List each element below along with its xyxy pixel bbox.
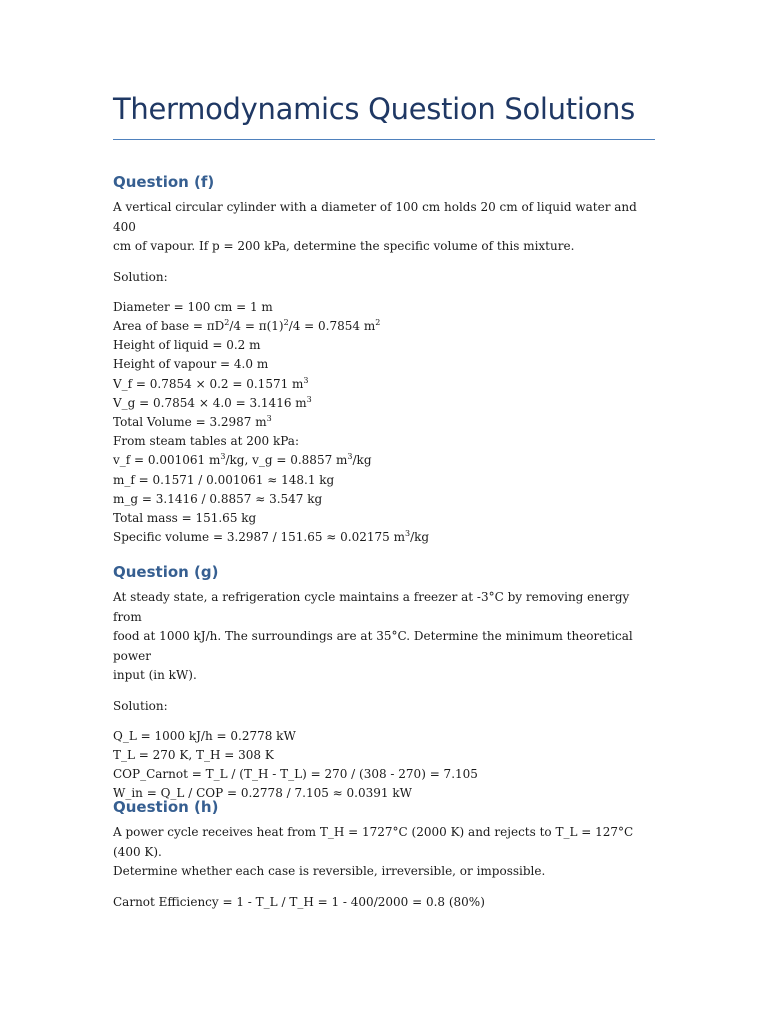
superscript: 2 — [224, 317, 230, 327]
question-g-solution-label: Solution: — [113, 698, 168, 713]
solution-step-line — [113, 746, 658, 765]
superscript: 3 — [303, 375, 309, 385]
solution-step-line — [113, 336, 658, 355]
question-h-prompt — [113, 823, 658, 882]
step-text: V_g = 0.7854 × 4.0 = 3.1416 m — [113, 395, 307, 410]
step-text: m_g = 3.1416 / 0.8857 ≈ 3.547 kg — [113, 491, 323, 506]
solution-step-line — [113, 509, 658, 528]
step-text: Area of base = πD — [113, 318, 225, 333]
step-text: Diameter = 100 cm = 1 m — [113, 299, 273, 314]
question-g-prompt-line: At steady state, a refrigeration cycle maintains a freezer at -3°C by removing energy from — [113, 590, 630, 624]
step-text: Q_L = 1000 kJ/h = 0.2778 kW — [113, 728, 296, 743]
solution-step-line — [113, 394, 658, 413]
superscript: 3 — [306, 394, 312, 404]
solution-step-line — [113, 451, 658, 470]
question-g-prompt — [113, 588, 658, 686]
question-f-steps — [113, 298, 658, 548]
step-text: Total mass = 151.65 kg — [113, 510, 257, 525]
superscript: 3 — [220, 452, 226, 462]
solution-step-line — [113, 727, 658, 746]
superscript: 2 — [283, 317, 289, 327]
step-text: COP_Carnot = T_L / (T_H - T_L) = 270 / (308 - 270) = 7.105 — [113, 767, 478, 782]
solution-step-line — [113, 528, 658, 547]
question-g-prompt-line: food at 1000 kJ/h. The surroundings are at 35°C. Determine the minimum theoretical power — [113, 629, 633, 663]
step-text: Specific volume = 3.2987 / 151.65 ≈ 0.02175 m — [113, 530, 405, 545]
document-title: Thermodynamics Question Solutions — [113, 92, 635, 126]
step-text: Carnot Efficiency = 1 - T_L / T_H = 1 - 400/2000 = 0.8 (80%) — [113, 894, 485, 909]
question-g-steps — [113, 727, 658, 804]
solution-step-line — [113, 317, 658, 336]
question-f-prompt-line: cm of vapour. If p = 200 kPa, determine the specific volume of this mixture. — [113, 239, 575, 253]
step-text: W_in = Q_L / COP = 0.2778 / 7.105 ≈ 0.0391 kW — [113, 786, 412, 801]
question-h-heading: Question (h) — [113, 798, 219, 816]
solution-step-line — [113, 893, 658, 912]
step-text: v_f = 0.001061 m — [113, 453, 221, 468]
solution-step-line — [113, 355, 658, 374]
step-text: T_L = 270 K, T_H = 308 K — [113, 747, 274, 762]
superscript: 3 — [347, 452, 353, 462]
question-g-section — [113, 560, 658, 804]
step-text: V_f = 0.7854 × 0.2 = 0.1571 m — [113, 376, 304, 391]
solution-step-line — [113, 432, 658, 451]
question-f-solution-label: Solution: — [113, 269, 168, 284]
step-text: m_f = 0.1571 / 0.001061 ≈ 148.1 kg — [113, 472, 335, 487]
step-text: /4 = π(1) — [229, 318, 284, 333]
question-f-section — [113, 170, 658, 547]
question-g-prompt-line: input (in kW). — [113, 668, 197, 682]
solution-step-line — [113, 490, 658, 509]
step-text: Height of liquid = 0.2 m — [113, 338, 261, 353]
question-g-heading: Question (g) — [113, 563, 219, 581]
question-h-section — [113, 795, 658, 912]
step-text: Height of vapour = 4.0 m — [113, 357, 269, 372]
solution-step-line — [113, 413, 658, 432]
step-text: /kg — [352, 453, 372, 468]
question-h-steps — [113, 893, 658, 912]
superscript: 3 — [266, 413, 272, 423]
step-text: From steam tables at 200 kPa: — [113, 434, 299, 449]
superscript: 3 — [404, 529, 411, 539]
solution-step-line — [113, 471, 658, 490]
solution-step-line — [113, 298, 658, 317]
question-f-prompt — [113, 198, 658, 257]
solution-step-line — [113, 375, 658, 394]
question-h-prompt-line: A power cycle receives heat from T_H = 1727°C (2000 K) and rejects to T_L = 127°C (400 K). — [113, 825, 634, 859]
question-f-heading: Question (f) — [113, 173, 215, 191]
step-text: /4 = 0.7854 m — [288, 318, 376, 333]
step-text: /kg — [410, 530, 430, 545]
step-text: Total Volume = 3.2987 m — [113, 414, 267, 429]
question-h-prompt-line: Determine whether each case is reversible, irreversible, or impossible. — [113, 864, 546, 878]
solution-step-line — [113, 765, 658, 784]
superscript: 2 — [375, 317, 381, 327]
question-f-prompt-line: A vertical circular cylinder with a diameter of 100 cm holds 20 cm of liquid water and 400 — [113, 200, 637, 234]
title-divider — [113, 139, 655, 140]
step-text: /kg, v_g = 0.8857 m — [225, 453, 348, 468]
